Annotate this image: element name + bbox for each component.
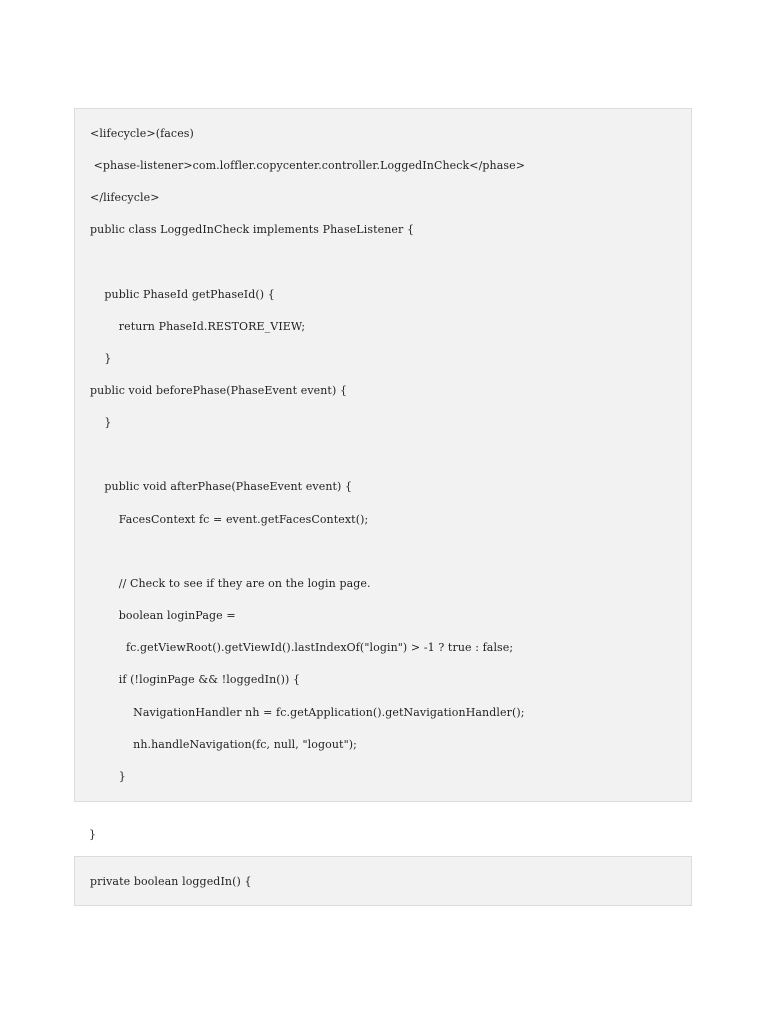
code-line: if (!loginPage && !loggedIn()) { [90, 673, 301, 686]
code-line: public void afterPhase(PhaseEvent event) { [90, 480, 353, 493]
closing-brace: } [89, 828, 96, 841]
code-line: } [90, 352, 112, 365]
code-line: </lifecycle> [90, 191, 160, 204]
code-line: } [90, 416, 112, 429]
code-line: <phase-listener>com.loffler.copycenter.controller.LoggedInCheck</phase> [90, 159, 526, 172]
code-line: return PhaseId.RESTORE_VIEW; [90, 320, 306, 333]
code-line: // Check to see if they are on the login page. [90, 577, 371, 590]
code-line: } [90, 770, 126, 783]
code-line: public PhaseId getPhaseId() { [90, 288, 275, 301]
code-line: NavigationHandler nh = fc.getApplication().getNavigationHandler(); [90, 706, 525, 719]
code-line: public void beforePhase(PhaseEvent event) { [90, 384, 348, 397]
code-line: private boolean loggedIn() { [90, 875, 252, 888]
code-line: boolean loginPage = [90, 609, 236, 622]
code-block-logged-in [74, 856, 692, 906]
code-line: FacesContext fc = event.getFacesContext(); [90, 513, 369, 526]
code-line: nh.handleNavigation(fc, null, "logout"); [90, 738, 357, 751]
code-line: public class LoggedInCheck implements PhaseListener { [90, 223, 415, 236]
code-line: <lifecycle>(faces) [90, 127, 194, 140]
code-line: fc.getViewRoot().getViewId().lastIndexOf("login") > -1 ? true : false; [90, 641, 514, 654]
code-block-lifecycle [74, 108, 692, 802]
